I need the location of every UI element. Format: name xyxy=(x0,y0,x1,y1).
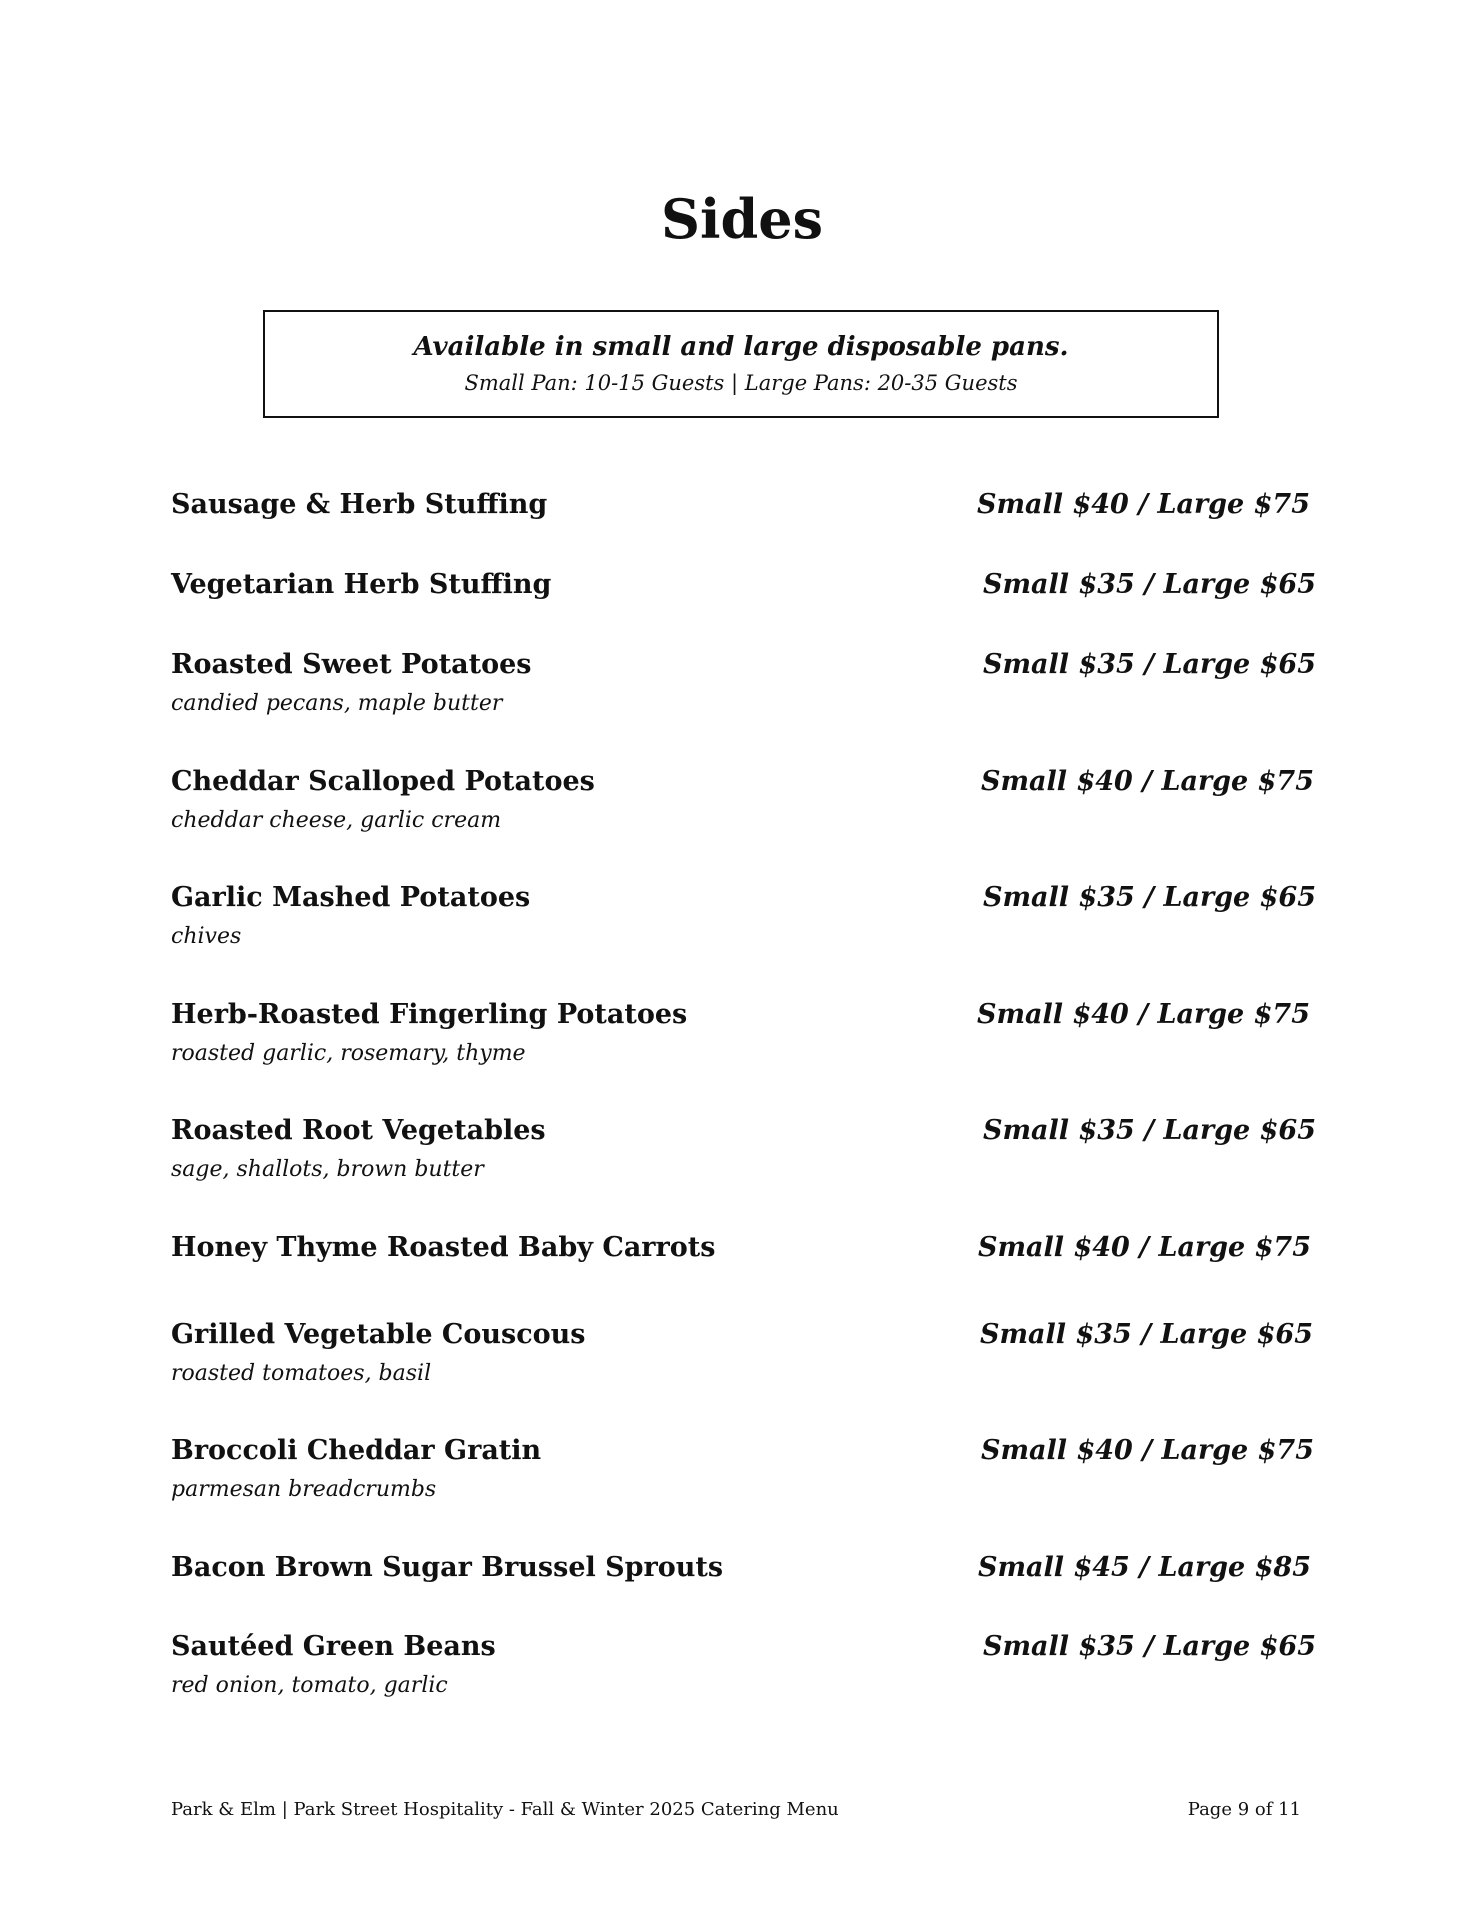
item-name: Vegetarian Herb Stuffing xyxy=(171,569,552,600)
item-name: Broccoli Cheddar Gratin xyxy=(171,1435,542,1466)
item-description: sage, shallots, brown butter xyxy=(171,1157,484,1182)
item-price: Small $40 / Large $75 xyxy=(976,999,1310,1030)
footer-menu-title: Park & Elm | Park Street Hospitality - Fall & Winter 2025 Catering Menu xyxy=(171,1799,839,1820)
item-price: Small $35 / Large $65 xyxy=(982,882,1316,913)
item-name: Roasted Root Vegetables xyxy=(171,1115,546,1146)
item-description: roasted tomatoes, basil xyxy=(171,1361,432,1386)
item-price: Small $35 / Large $65 xyxy=(982,569,1316,600)
pan-info-headline: Available in small and large disposable pans. xyxy=(413,332,1069,362)
item-price: Small $40 / Large $75 xyxy=(976,489,1310,520)
item-price: Small $40 / Large $75 xyxy=(977,1232,1311,1263)
item-price: Small $45 / Large $85 xyxy=(977,1552,1311,1583)
item-description: red onion, tomato, garlic xyxy=(171,1673,448,1698)
item-name: Honey Thyme Roasted Baby Carrots xyxy=(171,1232,716,1263)
item-description: roasted garlic, rosemary, thyme xyxy=(171,1041,526,1066)
page-title: Sides xyxy=(660,187,824,251)
item-name: Grilled Vegetable Couscous xyxy=(171,1319,586,1350)
item-name: Sausage & Herb Stuffing xyxy=(171,489,548,520)
item-price: Small $40 / Large $75 xyxy=(980,766,1314,797)
pan-info-box xyxy=(263,310,1219,418)
item-price: Small $35 / Large $65 xyxy=(982,1115,1316,1146)
item-price: Small $35 / Large $65 xyxy=(982,1631,1316,1662)
footer-page-number: Page 9 of 11 xyxy=(1187,1799,1301,1820)
item-name: Sautéed Green Beans xyxy=(171,1631,496,1662)
item-price: Small $40 / Large $75 xyxy=(980,1435,1314,1466)
item-name: Cheddar Scalloped Potatoes xyxy=(171,766,595,797)
item-price: Small $35 / Large $65 xyxy=(979,1319,1313,1350)
item-price: Small $35 / Large $65 xyxy=(982,649,1316,680)
item-description: chives xyxy=(171,924,242,949)
item-description: candied pecans, maple butter xyxy=(171,691,503,716)
item-name: Roasted Sweet Potatoes xyxy=(171,649,532,680)
item-name: Garlic Mashed Potatoes xyxy=(171,882,531,913)
item-description: cheddar cheese, garlic cream xyxy=(171,808,502,833)
pan-info-guests: Small Pan: 10-15 Guests | Large Pans: 20-35 Guests xyxy=(464,371,1018,395)
item-name: Bacon Brown Sugar Brussel Sprouts xyxy=(171,1552,724,1583)
item-description: parmesan breadcrumbs xyxy=(171,1477,437,1502)
item-name: Herb-Roasted Fingerling Potatoes xyxy=(171,999,688,1030)
